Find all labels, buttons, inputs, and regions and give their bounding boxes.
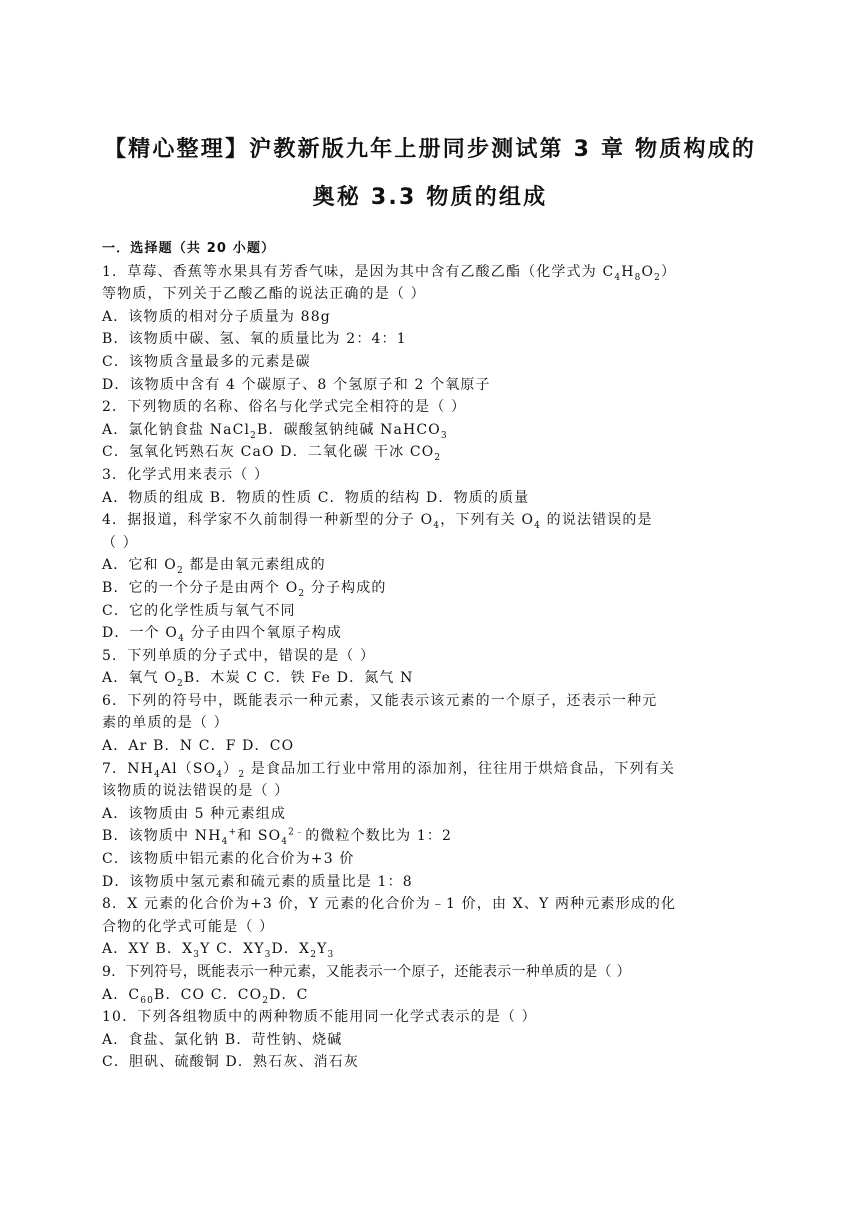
document-title-line-2: 奥秘 3.3 物质的组成 [312,185,548,210]
question-10-options-ab: A．食盐、氯化钠 B．苛性钠、烧碱 [102,1031,343,1048]
question-8-stem: 8．X 元素的化合价为+3 价，Y 元素的化合价为﹣1 价，由 X、Y 两种元素形成的化 [102,896,677,913]
question-1-option-d: D．该物质中含有 4 个碳原子、8 个氢原子和 2 个氧原子 [102,376,491,393]
question-7-option-b: B．该物质中 $NH_4^+$和 $SO_4^{2﹣}$的微粒个数比为 1：2 [102,827,453,848]
question-6-stem: 6．下列的符号中，既能表示一种元素，又能表示该元素的一个原子，还表示一种元 [102,692,658,709]
question-list [102,238,762,1074]
question-3-options: A．物质的组成 B．物质的性质 C．物质的结构 D．物质的质量 [102,489,530,506]
question-1-option-a: A．该物质的相对分子质量为 88g [102,308,331,325]
question-4-option-b: B．它的一个分子是由两个 $O_2$ 分子构成的 [102,579,387,599]
question-3-stem: 3．化学式用来表示（ ） [102,466,270,483]
question-6-stem-cont: 素的单质的是（ ） [102,715,229,732]
question-2-stem: 2．下列物质的名称、俗名与化学式完全相符的是（ ） [102,399,467,416]
section-heading: 一．选择题（共 20 小题） [102,241,276,256]
question-1-option-c: C．该物质含量最多的元素是碳 [102,353,311,370]
question-1-stem: 1．草莓、香蕉等水果具有芳香气味，是因为其中含有乙酸乙酯（化学式为 $C_4H_8O_2$） [102,263,677,283]
question-4-stem-cont: （ ） [102,534,138,551]
question-10-stem: 10．下列各组物质中的两种物质不能用同一化学式表示的是（ ） [102,1009,537,1026]
question-7-option-c: C．该物质中铝元素的化合价为+3 价 [102,851,355,868]
question-4-option-d: D．一个 $O_4$ 分子由四个氧原子构成 [102,625,343,644]
question-2-options-cd: C．氢氧化钙熟石灰 CaO D．二氧化碳 干冰 $CO_2$ [102,444,442,464]
document-title-line-1: 【精心整理】沪教新版九年上册同步测试第 3 章 物质构成的 [103,137,757,162]
question-4-option-c: C．它的化学性质与氧气不同 [102,602,296,619]
question-1-option-b: B．该物质中碳、氢、氧的质量比为 2：4：1 [102,331,407,348]
question-9-stem: 9．下列符号，既能表示一种元素，又能表示一个原子，还能表示一种单质的是（ ） [102,964,631,980]
question-5-options: A．氧气 $O_2B$．木炭 C C．铁 Fe D．氮气 N [102,670,414,690]
question-8-stem-cont: 合物的化学式可能是（ ） [102,918,275,935]
question-4-option-a: A．它和 $O_2$ 都是由氧元素组成的 [102,557,326,577]
question-6-options: A．Ar B．N C．F D．CO [102,738,295,755]
question-10-options-cd: C．胆矾、硫酸铜 D．熟石灰、消石灰 [102,1054,360,1071]
question-4-stem: 4．据报道，科学家不久前制得一种新型的分子 $O_4$，下列有关 $O_4$ 的说法错误的是 [102,512,653,531]
question-7-option-d: D．该物质中氢元素和硫元素的质量比是 1：8 [102,873,413,890]
question-7-stem: 7．$NH_4Al(SO_4)_2$ 是食品加工行业中常用的添加剂，往往用于烘焙食品，下列有关 [102,760,676,780]
question-8-options: A．XY B．$X_3Y$ C．$XY_3D$．$X_2Y_3$ [102,941,335,961]
question-9-options: A．$C_{60}B$．CO C．$CO_2D$．C [102,986,309,1006]
question-7-stem-cont: 该物质的说法错误的是（ ） [102,783,290,800]
question-7-option-a: A．该物质由 5 种元素组成 [102,805,287,822]
question-1-stem-cont: 等物质，下列关于乙酸乙酯的说法正确的是（ ） [102,286,426,303]
question-5-stem: 5．下列单质的分子式中，错误的是（ ） [102,647,376,664]
question-2-options-ab: A．氯化钠食盐 NaCl$_2$B．碳酸氢钠纯碱 NaHCO$_3$ [102,421,448,441]
